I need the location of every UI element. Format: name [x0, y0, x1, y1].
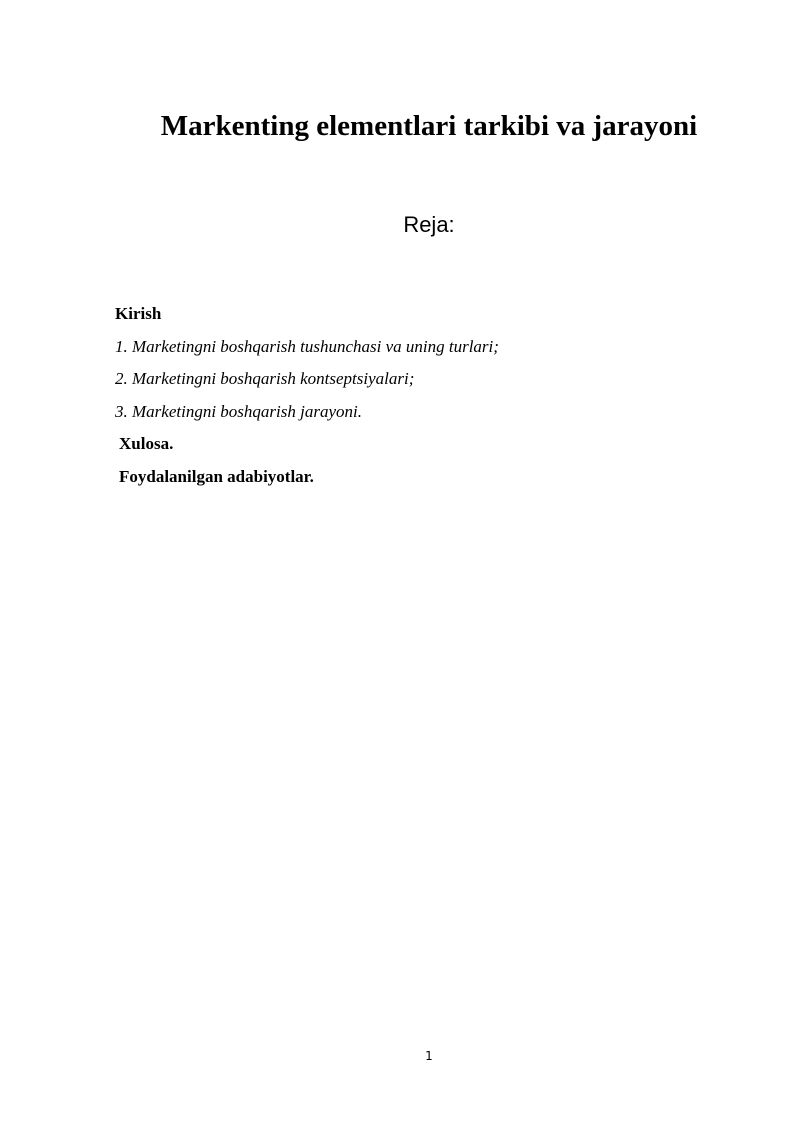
document-title: Markenting elementlari tarkibi va jarayoni — [160, 110, 698, 142]
plan-item-2: 2. Marketingni boshqarish kontseptsiyalari; — [115, 369, 415, 388]
plan-list — [115, 300, 499, 495]
plan-item-references: Foydalanilgan adabiyotlar. — [119, 466, 314, 486]
plan-item-introduction: Kirish — [115, 304, 162, 323]
plan-item-3: 3. Marketingni boshqarish jarayoni. — [115, 401, 362, 421]
page-number: 1 — [425, 1049, 433, 1063]
plan-item-conclusion: Xulosa. — [119, 434, 174, 453]
plan-heading: Reja: — [403, 212, 455, 237]
plan-item-1: 1. Marketingni boshqarish tushunchasi va uning turlari; — [115, 336, 499, 356]
